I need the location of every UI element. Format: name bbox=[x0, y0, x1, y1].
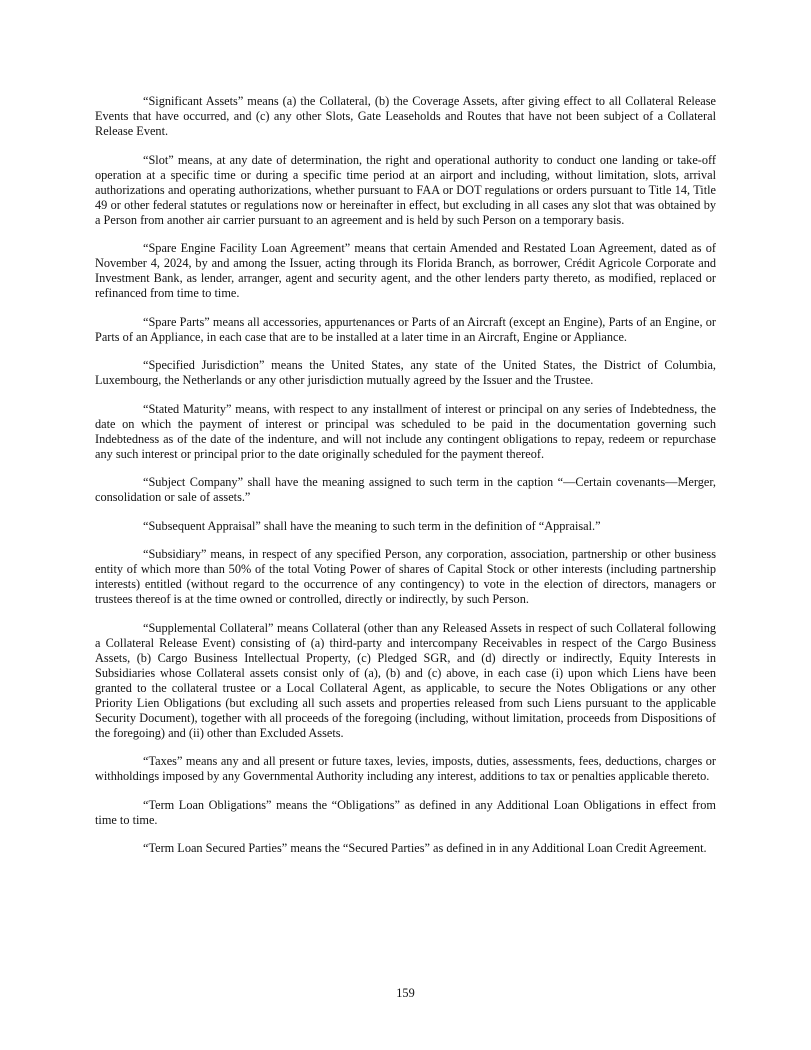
definition-supplemental-collateral: “Supplemental Collateral” means Collateral (other than any Released Assets in respect of such Collateral following a Collateral Release Event) consisting of (a) third-party and intercompany Receivables in respect of the Cargo Business Assets, (b) Cargo Business Intellectual Property, (c) Pledged SGR, and (d) directly or indirectly, Equity Interests in Subsidiaries whose Collateral assets consist only of (a), (b) and (c) above, in each case (i) upon which Liens have been granted to the collateral trustee or a Local Collateral Agent, as applicable, to secure the Notes Obligations or any other Priority Lien Obligations (but excluding all such assets and properties released from such Liens pursuant to the applicable Security Document), together with all proceeds of the foregoing (including, without limitation, proceeds from Dispositions of the foregoing) and (ii) other than Excluded Assets. bbox=[95, 620, 716, 740]
definitions-body bbox=[95, 94, 716, 870]
definition-significant-assets: “Significant Assets” means (a) the Collateral, (b) the Coverage Assets, after giving effect to all Collateral Release Events that have occurred, and (c) any other Slots, Gate Leaseholds and Routes that have not been subject of a Collateral Release Event. bbox=[95, 94, 716, 138]
definition-spare-parts: “Spare Parts” means all accessories, appurtenances or Parts of an Aircraft (except an Engine), Parts of an Engine, or Parts of an Appliance, in each case that are to be installed at a later time in an Aircraft, Engine or Appliance. bbox=[95, 314, 716, 344]
definition-term-loan-obligations: “Term Loan Obligations” means the “Obligations” as defined in any Additional Loan Obligations in effect from time to time. bbox=[95, 797, 716, 827]
definition-spare-engine-facility-loan-agreement: “Spare Engine Facility Loan Agreement” means that certain Amended and Restated Loan Agreement, dated as of November 4, 2024, by and among the Issuer, acting through its Florida Branch, as borrower, Crédit Agricole Corporate and Investment Bank, as lender, arranger, agent and security agent, and the other lenders party thereto, as modified, replaced or refinanced from time to time. bbox=[95, 241, 716, 300]
definition-stated-maturity: “Stated Maturity” means, with respect to any installment of interest or principal on any series of Indebtedness, the date on which the payment of interest or principal was scheduled to be paid in the documentation governing such Indebtedness as of the date of the indenture, and will not include any contingent obligations to repay, redeem or repurchase any such interest or principal prior to the date originally scheduled for the payment thereof. bbox=[95, 401, 716, 461]
definition-slot: “Slot” means, at any date of determination, the right and operational authority to conduct one landing or take-off operation at a specific time or during a specific time period at an airport and including, without limitation, slots, arrival authorizations and operating authorizations, whether pursuant to FAA or DOT regulations or orders pursuant to Title 14, Title 49 or other federal statutes or regulations now or hereinafter in effect, but excluding in all cases any slot that was obtained by a Person from another air carrier pursuant to an agreement and is held by such Person on a temporary basis. bbox=[95, 152, 716, 227]
definition-subject-company: “Subject Company” shall have the meaning assigned to such term in the caption “—Certain covenants—Merger, consolidation or sale of assets.” bbox=[95, 475, 716, 504]
definition-subsidiary: “Subsidiary” means, in respect of any specified Person, any corporation, association, partnership or other business entity of which more than 50% of the total Voting Power of shares of Capital Stock or other interests (including partnership interests) entitled (without regard to the occurrence of any contingency) to vote in the election of directors, managers or trustees thereof is at the time owned or controlled, directly or indirectly, by such Person. bbox=[95, 547, 716, 606]
definition-taxes: “Taxes” means any and all present or future taxes, levies, imposts, duties, assessments, fees, deductions, charges or withholdings imposed by any Governmental Authority including any interest, additions to tax or penalties applicable thereto. bbox=[95, 754, 716, 783]
definition-subsequent-appraisal: “Subsequent Appraisal” shall have the meaning to such term in the definition of “Appraisal.” bbox=[143, 518, 601, 533]
definition-term-loan-secured-parties: “Term Loan Secured Parties” means the “Secured Parties” as defined in in any Additional Loan Credit Agreement. bbox=[143, 841, 707, 855]
page-number: 159 bbox=[396, 986, 415, 1000]
definition-specified-jurisdiction: “Specified Jurisdiction” means the United States, any state of the United States, the District of Columbia, Luxembourg, the Netherlands or any other jurisdiction mutually agreed by the Issuer and the Trustee. bbox=[95, 358, 716, 387]
